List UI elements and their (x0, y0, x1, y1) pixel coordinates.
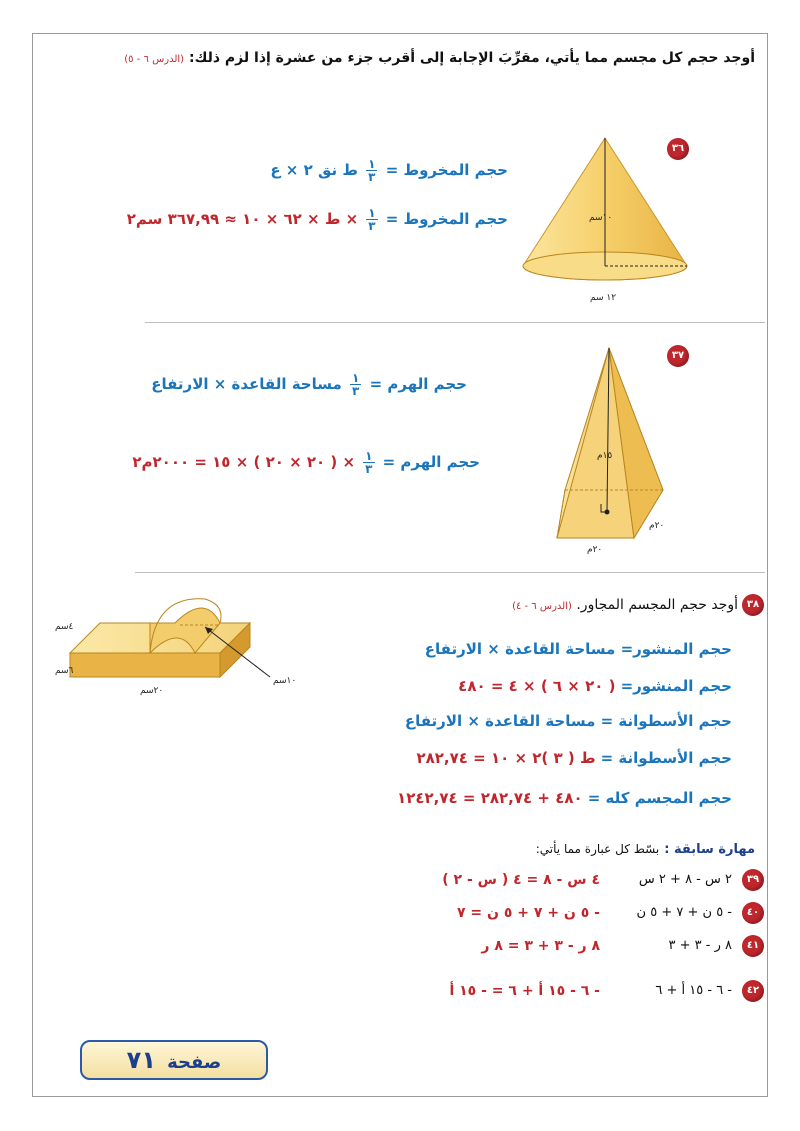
cone-base-label: ١٢ سم (590, 293, 617, 303)
cylinder-length-label: ١٠سم (273, 676, 297, 686)
page-number-box (80, 1040, 268, 1080)
cylinder-calculation (416, 748, 732, 767)
skill-expression: ٨ ر - ٣ + ٣ (668, 938, 732, 953)
question-number-badge: ٣٧ (667, 345, 689, 367)
total-calc-value: ٤٨٠ + ٢٨٢,٧٤ = ١٢٤٢,٧٤ (397, 789, 583, 807)
prism-formula: حجم المنشور= مساحة القاعدة × الارتفاع (424, 640, 732, 658)
cone-figure (515, 128, 695, 308)
cone-formula-rest: ط نق ٢ × ع (270, 161, 358, 179)
prism-calc-value: ( ٢٠ × ٦ ) × ٤ = ٤٨٠ (458, 677, 616, 695)
question-number-badge: ٤١ (742, 935, 764, 957)
pyramid-depth-side-label: ٢٠م (649, 521, 665, 531)
previous-skill-header (536, 838, 755, 857)
cone-calc-label: حجم المخروط = (385, 210, 508, 228)
page-number: ٧١ (126, 1046, 156, 1074)
pyramid-figure (535, 340, 685, 555)
pyramid-calculation-line (132, 450, 480, 475)
cone-calculation-line (127, 207, 508, 232)
composite-question (512, 597, 738, 613)
cone-height-label: ١٠سم (589, 213, 613, 223)
cylinder-formula: حجم الأسطوانة = مساحة القاعدة × الارتفاع (404, 712, 732, 730)
composite-solid-figure (55, 585, 335, 705)
cylinder-calc-label: حجم الأسطوانة = (600, 749, 732, 767)
pyramid-base-side-label: ٢٠م (587, 545, 603, 555)
length-label: ٢٠سم (140, 686, 164, 696)
header-lesson-ref: (الدرس ٦ - ٥) (124, 54, 185, 65)
height-label: ٤سم (55, 622, 74, 632)
page-label: صفحة (167, 1052, 222, 1073)
pyramid-formula-rest: مساحة القاعدة × الارتفاع (151, 375, 342, 393)
skill-answer: - ٥ ن + ٧ + ٥ ن = ٧ (457, 905, 600, 921)
cone-formula-line (270, 158, 508, 183)
skill-answer: ٤ س - ٨ = ٤ ( س - ٢ ) (442, 872, 600, 888)
cone-formula-label: حجم المخروط = (385, 161, 508, 179)
question-number-badge: ٣٨ (742, 594, 764, 616)
instructions-header (124, 50, 755, 66)
question-number-badge: ٣٩ (742, 869, 764, 891)
one-third-fraction: $\frac{١}{٣}$ (368, 157, 376, 184)
prism-calc-label: حجم المنشور= (620, 677, 732, 695)
pyramid-calc-label: حجم الهرم = (382, 453, 480, 471)
one-third-fraction: $\frac{١}{٣}$ (368, 206, 376, 233)
question-number-badge: ٣٦ (667, 138, 689, 160)
pyramid-formula-line (151, 372, 467, 397)
skill-answer: ٨ ر - ٣ + ٣ = ٨ ر (481, 938, 600, 954)
divider (145, 322, 765, 323)
header-text: أوجد حجم كل مجسم مما يأتي، مقرِّبَ الإجابة إلى أقرب جزء من عشرة إذا لزم ذلك: (188, 50, 755, 66)
prism-calculation (458, 676, 732, 695)
pyramid-height-label: ١٥م (597, 451, 613, 461)
divider (135, 572, 765, 573)
question-number-badge: ٤٢ (742, 980, 764, 1002)
pyramid-formula-label: حجم الهرم = (369, 375, 467, 393)
width-label: ٦سم (55, 666, 74, 676)
pyramid-calc-result: × ( ٢٠ × ٢٠ ) × ١٥ = ٢٠٠٠م٢ (132, 453, 356, 471)
skill-instruction: بسّط كل عبارة مما يأتي: (535, 842, 660, 856)
skill-title: مهارة سابقة : (664, 842, 755, 857)
composite-lesson-ref: (الدرس ٦ - ٤) (512, 601, 572, 612)
one-third-fraction: $\frac{١}{٣}$ (352, 371, 360, 398)
question-number-badge: ٤٠ (742, 902, 764, 924)
one-third-fraction: $\frac{١}{٣}$ (365, 449, 373, 476)
total-volume-calculation (397, 788, 732, 807)
skill-expression: - ٥ ن + ٧ + ٥ ن (636, 905, 732, 920)
total-calc-label: حجم المجسم كله = (587, 789, 732, 807)
skill-expression: ٢ س - ٨ + ٢ س (638, 872, 732, 887)
cone-calc-result: × ط × ٦٢ × ١٠ ≈ ٣٦٧,٩٩ سم٢ (126, 210, 359, 228)
cylinder-calc-value: ط ( ٣ )٢ × ١٠ = ٢٨٢,٧٤ (416, 749, 596, 767)
skill-expression: - ٦ - ١٥ أ + ٦ (655, 983, 732, 998)
skill-answer: - ٦ - ١٥ أ + ٦ = - ١٥ أ (449, 983, 600, 999)
composite-question-text: أوجد حجم المجسم المجاور. (576, 597, 738, 613)
